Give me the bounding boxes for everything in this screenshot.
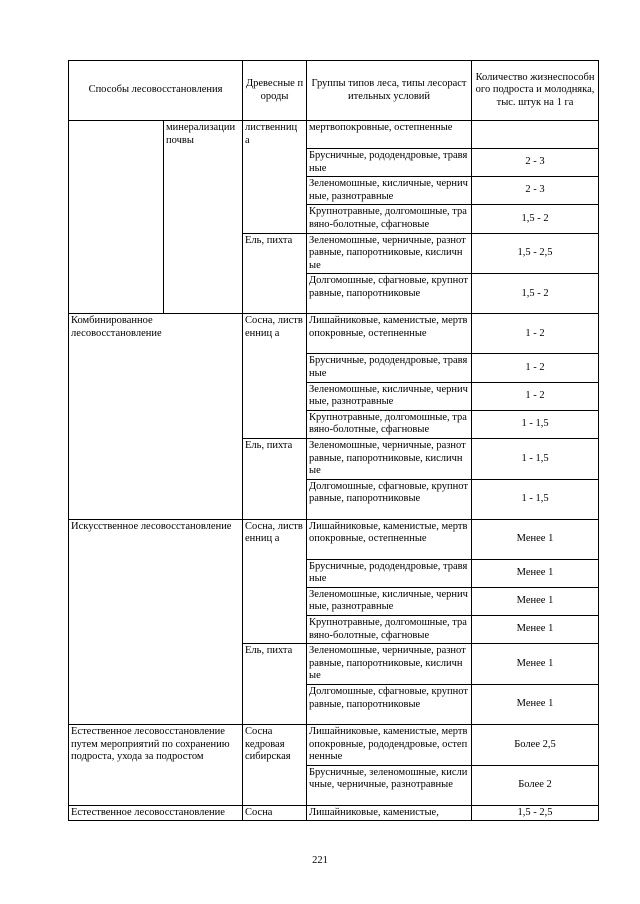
forest-group-cell: Зеленомошные, кисличные, черничные, разнотравные [307,382,472,410]
amount-cell: 1 - 2 [472,314,599,354]
amount-cell: 1,5 - 2 [472,274,599,314]
amount-cell: Менее 1 [472,616,599,644]
forest-group-cell: Лишайниковые, каменистые, мертвопокровные, остепненные [307,314,472,354]
amount-cell: 1 - 2 [472,354,599,382]
reforestation-table [68,60,599,821]
forest-group-cell: Зеленомошные, кисличные, черничные, разнотравные [307,177,472,205]
page-number: 221 [312,855,328,866]
forest-group-cell: Лишайниковые, каменистые, [307,805,472,821]
forest-group-cell: Крупнотравные, долгомошные, травяно-болотные, сфагновые [307,410,472,438]
amount-cell: 1 - 1,5 [472,410,599,438]
method-cell: Естественное лесовосстановление [69,805,243,821]
amount-cell: Менее 1 [472,559,599,587]
amount-cell: Менее 1 [472,685,599,725]
method-cell-empty [69,121,164,314]
amount-cell: 1 - 1,5 [472,438,599,479]
amount-cell: 1 - 1,5 [472,479,599,519]
amount-cell: Менее 1 [472,519,599,559]
amount-cell: 1,5 - 2,5 [472,805,599,821]
table-row [69,314,599,354]
table-header-row [69,61,599,121]
forest-group-cell: Лишайниковые, каменистые, мертвопокровные, остепненные [307,519,472,559]
method-cell: Комбинированное лесовосстановление [69,314,243,519]
method-cell: Искусственное лесовосстановление [69,519,243,724]
forest-group-cell: Долгомошные, сфагновые, крупнотравные, папоротниковые [307,479,472,519]
amount-cell: 2 - 3 [472,177,599,205]
forest-group-cell: Зеленомошные, черничные, разнотравные, папоротниковые, кисличные [307,233,472,274]
forest-group-cell: мертвопокровные, остепненные [307,121,472,149]
forest-group-cell: Брусничные, рододендровые, травяные [307,149,472,177]
forest-group-cell: Лишайниковые, каменистые, мертвопокровные, рододендровые, остепненные [307,725,472,766]
table-row [69,725,599,766]
species-cell: Ель, пихта [243,644,307,725]
header-species: Древесные породы [243,61,307,121]
table-row [69,121,599,149]
species-cell: Ель, пихта [243,438,307,519]
amount-cell: 2 - 3 [472,149,599,177]
amount-cell: 1,5 - 2,5 [472,233,599,274]
species-cell: лиственниц а [243,121,307,234]
amount-cell: Более 2 [472,765,599,805]
species-cell: Сосна [243,805,307,821]
species-cell: Сосна кедровая сибирская [243,725,307,806]
species-cell: Ель, пихта [243,233,307,314]
forest-group-cell: Брусничные, рододендровые, травяные [307,354,472,382]
forest-group-cell: Брусничные, рододендровые, травяные [307,559,472,587]
header-method: Способы лесовосстановления [69,61,243,121]
amount-cell: Более 2,5 [472,725,599,766]
species-cell: Сосна, лиственниц а [243,519,307,644]
forest-group-cell: Зеленомошные, черничные, разнотравные, папоротниковые, кисличные [307,644,472,685]
amount-cell: 1 - 2 [472,382,599,410]
forest-group-cell: Крупнотравные, долгомошные, травяно-болотные, сфагновые [307,616,472,644]
amount-cell: Менее 1 [472,644,599,685]
table-row [69,519,599,559]
amount-cell: Менее 1 [472,587,599,615]
header-forest-groups: Группы типов леса, типы лесорастительных условий [307,61,472,121]
method-cell: Естественное лесовосстановление путем мероприятий по сохранению подроста, ухода за подростом [69,725,243,806]
forest-group-cell: Зеленомошные, черничные, разнотравные, папоротниковые, кисличные [307,438,472,479]
amount-cell [472,121,599,149]
forest-group-cell: Долгомошные, сфагновые, крупнотравные, папоротниковые [307,685,472,725]
forest-group-cell: Брусничные, зеленомошные, кисличные, черничные, разнотравные [307,765,472,805]
method-cell: минерализации почвы [164,121,243,314]
forest-group-cell: Крупнотравные, долгомошные, травяно-болотные, сфагновые [307,205,472,233]
forest-group-cell: Долгомошные, сфагновые, крупнотравные, папоротниковые [307,274,472,314]
species-cell: Сосна, лиственниц а [243,314,307,439]
header-quantity: Количество жизнеспособного подроста и молодняка, тыс. штук на 1 га [472,61,599,121]
forest-group-cell: Зеленомошные, кисличные, черничные, разнотравные [307,587,472,615]
amount-cell: 1,5 - 2 [472,205,599,233]
table-row [69,805,599,821]
